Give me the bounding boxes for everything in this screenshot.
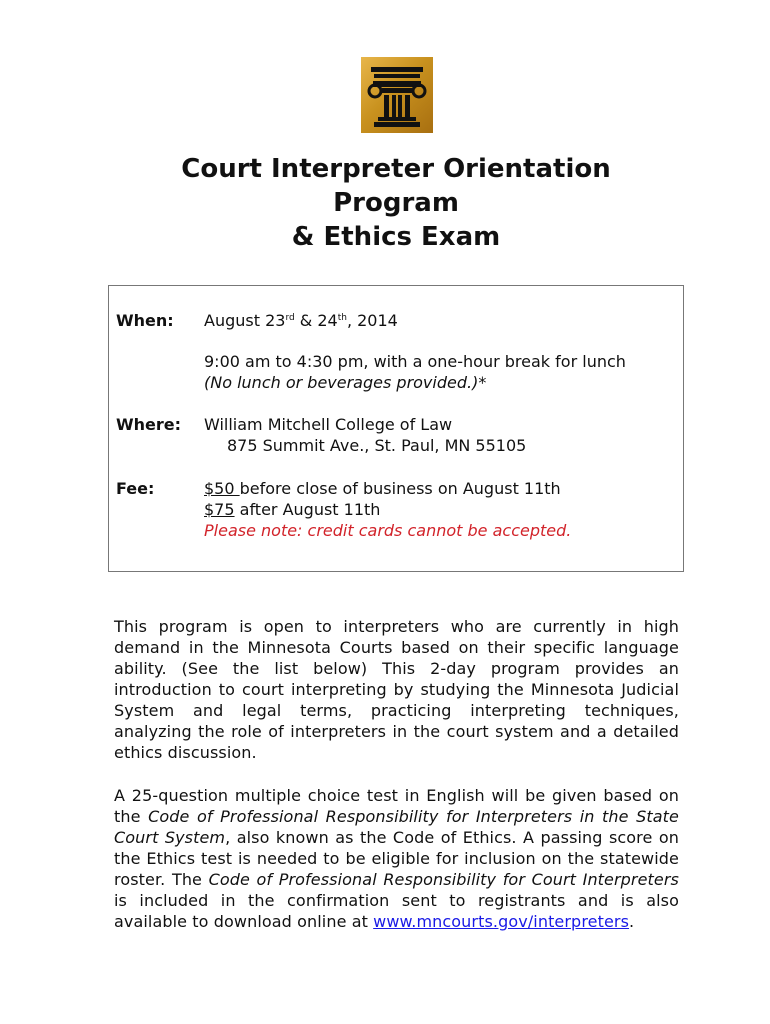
fee-late-amount: $75 bbox=[204, 500, 235, 519]
date-superscript-1: rd bbox=[285, 313, 295, 323]
title-line-3: & Ethics Exam bbox=[291, 222, 501, 252]
fee-early bbox=[204, 478, 561, 499]
payment-note: Please note: credit cards cannot be accepted. bbox=[204, 521, 572, 540]
date-mid: & 24 bbox=[294, 311, 338, 330]
venue-address: 875 Summit Ave., St. Paul, MN 55105 bbox=[227, 436, 527, 455]
date-superscript-2: th bbox=[337, 313, 347, 323]
fee-label: Fee: bbox=[116, 479, 155, 498]
title-line-1: Court Interpreter Orientation bbox=[181, 154, 611, 184]
exam-text-3: is included in the confirmation sent to registrants and is also available to download online at bbox=[114, 891, 679, 931]
interpreters-website-link[interactable]: www.mncourts.gov/interpreters bbox=[373, 912, 630, 931]
exam-text-2: , also known as the Code of Ethics. A passing score on the Ethics test is needed to be eligible for inclusion on the statewide roster. The bbox=[114, 828, 679, 889]
program-description: This program is open to interpreters who are currently in high demand in the Minnesota Courts based on their specific language ability. (See the list below) This 2-day program provides an introduction to court interpreting by studying the Minnesota Judicial System and legal terms, practicing interpreting techniques, analyzing the role of interpreters in the court system and a detailed ethics discussion. bbox=[114, 617, 679, 762]
fee-early-text: before close of business on August 11th bbox=[239, 479, 561, 498]
when-label: When: bbox=[116, 311, 174, 330]
code-title-court-interpreters: Code of Professional Responsibility for Court Interpreters bbox=[208, 870, 679, 889]
title-line-2: Program bbox=[333, 188, 459, 218]
date-suffix: , 2014 bbox=[346, 311, 398, 330]
event-details-box bbox=[108, 285, 684, 572]
column-capital-icon bbox=[361, 57, 433, 133]
logo-graphic bbox=[361, 57, 433, 133]
code-title-state-court: Code of Professional Responsibility for Interpreters in the State Court System bbox=[114, 807, 679, 847]
exam-text-end: . bbox=[629, 912, 635, 931]
where-label: Where: bbox=[116, 415, 182, 434]
event-time: 9:00 am to 4:30 pm, with a one-hour break for lunch bbox=[204, 352, 626, 371]
fee-early-amount: $50 bbox=[204, 479, 240, 498]
fee-late-text: after August 11th bbox=[234, 500, 381, 519]
event-date bbox=[204, 310, 398, 331]
exam-text-1: A 25-question multiple choice test in English will be given based on the bbox=[114, 786, 679, 826]
exam-description bbox=[114, 785, 679, 932]
page-title bbox=[0, 152, 770, 254]
lunch-note: (No lunch or beverages provided.)* bbox=[204, 373, 487, 392]
date-prefix: August 23 bbox=[204, 311, 286, 330]
fee-late bbox=[204, 499, 380, 520]
venue-name: William Mitchell College of Law bbox=[204, 415, 453, 434]
